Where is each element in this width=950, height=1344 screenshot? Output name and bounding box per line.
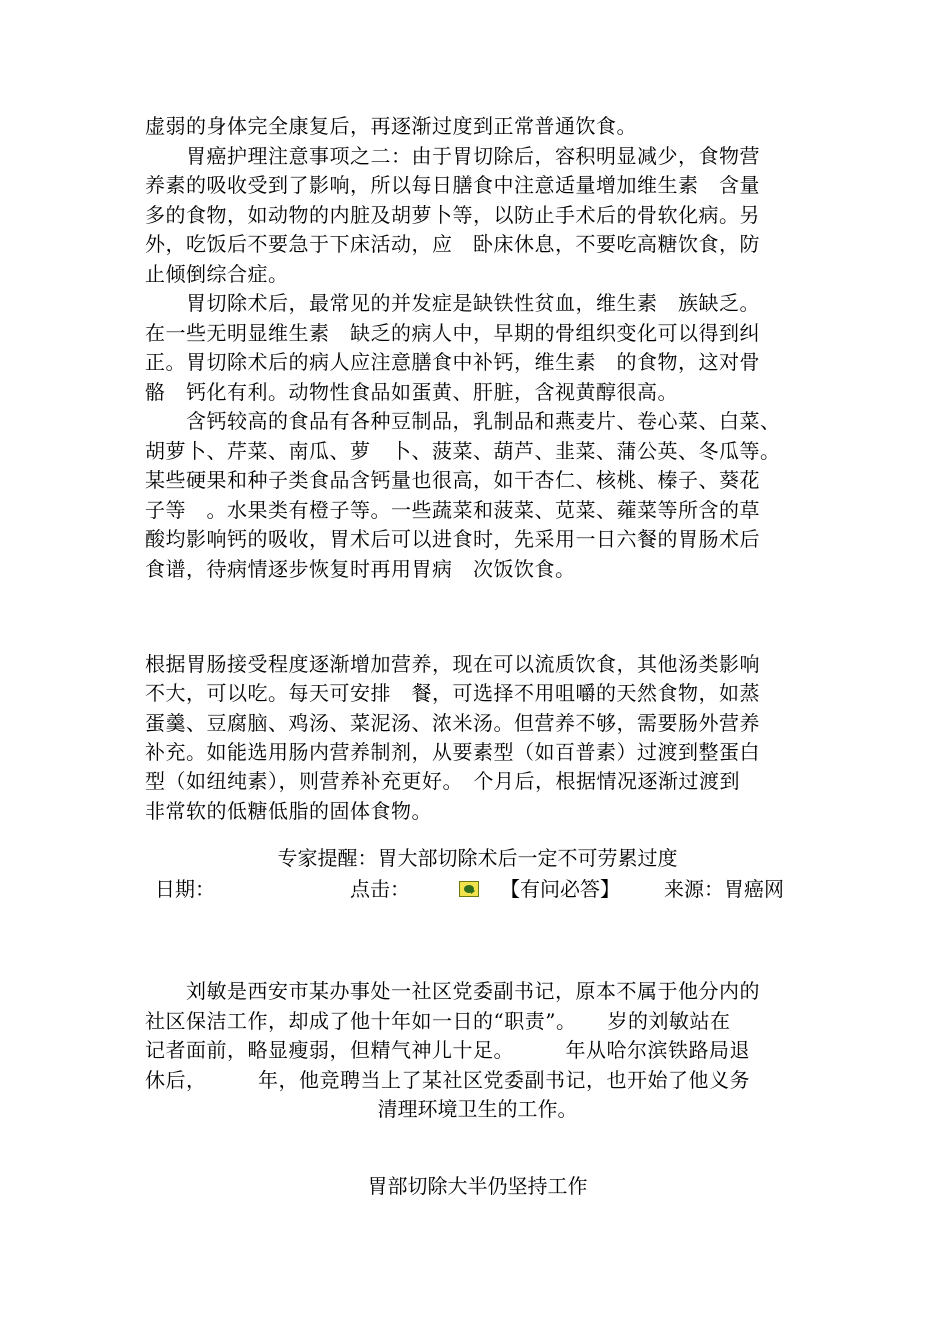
qa-link[interactable]: 【有问必答】 (500, 877, 620, 901)
paragraph-line: 某些硬果和种子类食品含钙量也很高，如干杏仁、核桃、榛子、葵花 (145, 468, 760, 492)
paragraph-line: 补充。如能选用肠内营养制剂，从要素型（如百普素）过渡到整蛋白 (145, 739, 760, 764)
paragraph-line: 养素的吸收受到了影响，所以每日膳食中注意适量增加维生素 含量 (145, 173, 760, 197)
paragraph-line: 社区保洁工作，却成了他十年如一日的“职责”。 岁的刘敏站在 (145, 1008, 731, 1033)
subheading: 胃部切除大半仍坚持工作 (367, 1174, 588, 1198)
paragraph-line: 蛋羹、豆腐脑、鸡汤、菜泥汤、浓米汤。但营养不够，需要肠外营养 (145, 710, 760, 735)
paragraph-line: 根据胃肠接受程度逐渐增加营养，现在可以流质饮食，其他汤类影响 (145, 652, 760, 676)
paragraph-line: 酸均影响钙的吸收，胃术后可以进食时，先采用一日六餐的胃肠术后 (145, 527, 760, 551)
paragraph-line: 胃切除术后，最常见的并发症是缺铁性贫血，维生素 族缺乏。 (145, 291, 760, 315)
paragraph-line: 休后， 年，他竞聘当上了某社区党委副书记，也开始了他义务 (145, 1067, 750, 1092)
date-label: 日期： (155, 877, 215, 901)
paragraph-line: 胃癌护理注意事项之二：由于胃切除后，容积明显减少，食物营 (145, 143, 760, 168)
paragraph-line: 含钙较高的食品有各种豆制品，乳制品和燕麦片、卷心菜、白菜、 (145, 409, 781, 433)
paragraph-line: 刘敏是西安市某办事处一社区党委副书记，原本不属于他分内的 (145, 979, 760, 1003)
paragraph-line: 子等 。水果类有橙子等。一些蔬菜和菠菜、苋菜、蕹菜等所含的草 (145, 497, 760, 522)
paragraph-line: 记者面前，略显瘦弱，但精气神儿十足。 年从哈尔滨铁路局退 (145, 1038, 750, 1062)
paragraph-line: 骼 钙化有利。动物性食品如蛋黄、肝脏，含视黄醇很高。 (145, 379, 678, 404)
clicks-label: 点击： (350, 877, 410, 901)
paragraph-line: 不大，可以吃。每天可安排 餐，可选择不用咀嚼的天然食物，如蒸 (145, 681, 760, 706)
arrow-icon[interactable] (459, 881, 479, 897)
paragraph-line: 止倾倒综合症。 (145, 261, 289, 286)
paragraph-line: 食谱，待病情逐步恢复时再用胃病 次饭饮食。 (145, 556, 576, 581)
paragraph-line: 型（如纽纯素），则营养补充更好。 个月后，根据情况逐渐过渡到 (145, 769, 740, 794)
paragraph-line: 非常软的低糖低脂的固体食物。 (145, 798, 432, 823)
paragraph-line: 外，吃饭后不要急于下床活动，应 卧床休息，不要吃高糖饮食，防 (145, 232, 760, 256)
article-title: 专家提醒：胃大部切除术后一定不可劳累过度 (277, 846, 678, 870)
paragraph-line: 胡萝卜、芹菜、南瓜、萝 卜、菠菜、葫芦、韭菜、蒲公英、冬瓜等。 (145, 438, 781, 463)
paragraph-line: 虚弱的身体完全康复后，再逐渐过度到正常普通饮食。 (145, 114, 637, 138)
paragraph-line: 在一些无明显维生素 缺乏的病人中，早期的骨组织变化可以得到纠 (145, 320, 760, 345)
paragraph-line: 多的食物，如动物的内脏及胡萝卜等，以防止手术后的骨软化病。另 (145, 202, 760, 227)
section-3-last-line: 清理环境卫生的工作。 (377, 1097, 578, 1121)
source-label: 来源：胃癌网 (664, 877, 784, 901)
paragraph-line: 正。胃切除术后的病人应注意膳食中补钙，维生素 的食物，这对骨 (145, 350, 760, 374)
